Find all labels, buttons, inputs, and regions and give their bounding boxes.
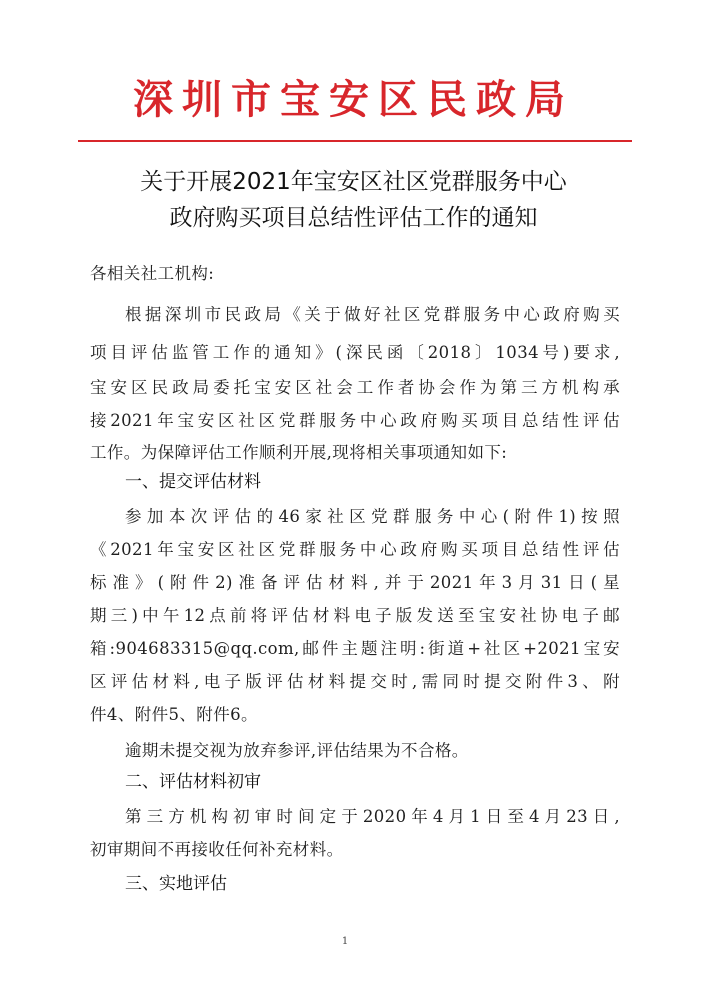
section-1-line: 期三)中午12点前将评估材料电子版发送至宝安社协电子邮 [90,606,620,625]
section-2-heading: 二、评估材料初审 [125,772,261,792]
section-1-note: 逾期未提交视为放弃参评,评估结果为不合格。 [125,741,469,760]
section-1-line: 件4、附件5、附件6。 [90,705,258,724]
section-1-line: 《2021年宝安区社区党群服务中心政府购买项目总结性评估 [90,540,620,559]
section-1-line: 区评估材料,电子版评估材料提交时,需同时提交附件3、附 [90,672,620,691]
section-2-line: 初审期间不再接收任何补充材料。 [90,840,344,859]
section-2-line: 第三方机构初审时间定于2020年4月1日至4月23日, [125,807,620,826]
document-title-line-2: 政府购买项目总结性评估工作的通知 [169,205,538,231]
intro-line: 工作。为保障评估工作顺利开展,现将相关事项通知如下: [90,443,508,462]
document-title-line-1: 关于开展2021年宝安区社区党群服务中心 [140,169,567,195]
section-1-line: 参加本次评估的46家社区党群服务中心(附件1)按照 [125,507,620,526]
letterhead-title: 深圳市宝安区民政局 [133,76,574,123]
page-number: 1 [341,936,349,947]
section-1-line: 标准》(附件2)准备评估材料,并于2021年3月31日(星 [90,573,620,592]
intro-line: 宝安区民政局委托宝安区社会工作者协会作为第三方机构承 [90,378,620,397]
intro-line: 项目评估监管工作的通知》(深民函〔2018〕1034号)要求, [90,343,620,362]
intro-line: 根据深圳市民政局《关于做好社区党群服务中心政府购买 [125,305,620,324]
section-1-line: 箱:904683315@qq.com,邮件主题注明:街道+社区+2021宝安 [90,639,620,658]
section-1-heading: 一、提交评估材料 [125,472,261,492]
section-3-heading: 三、实地评估 [125,874,227,894]
salutation: 各相关社工机构: [90,264,215,283]
intro-line: 接2021年宝安区社区党群服务中心政府购买项目总结性评估 [90,411,620,430]
letterhead-red-rule [78,140,632,142]
